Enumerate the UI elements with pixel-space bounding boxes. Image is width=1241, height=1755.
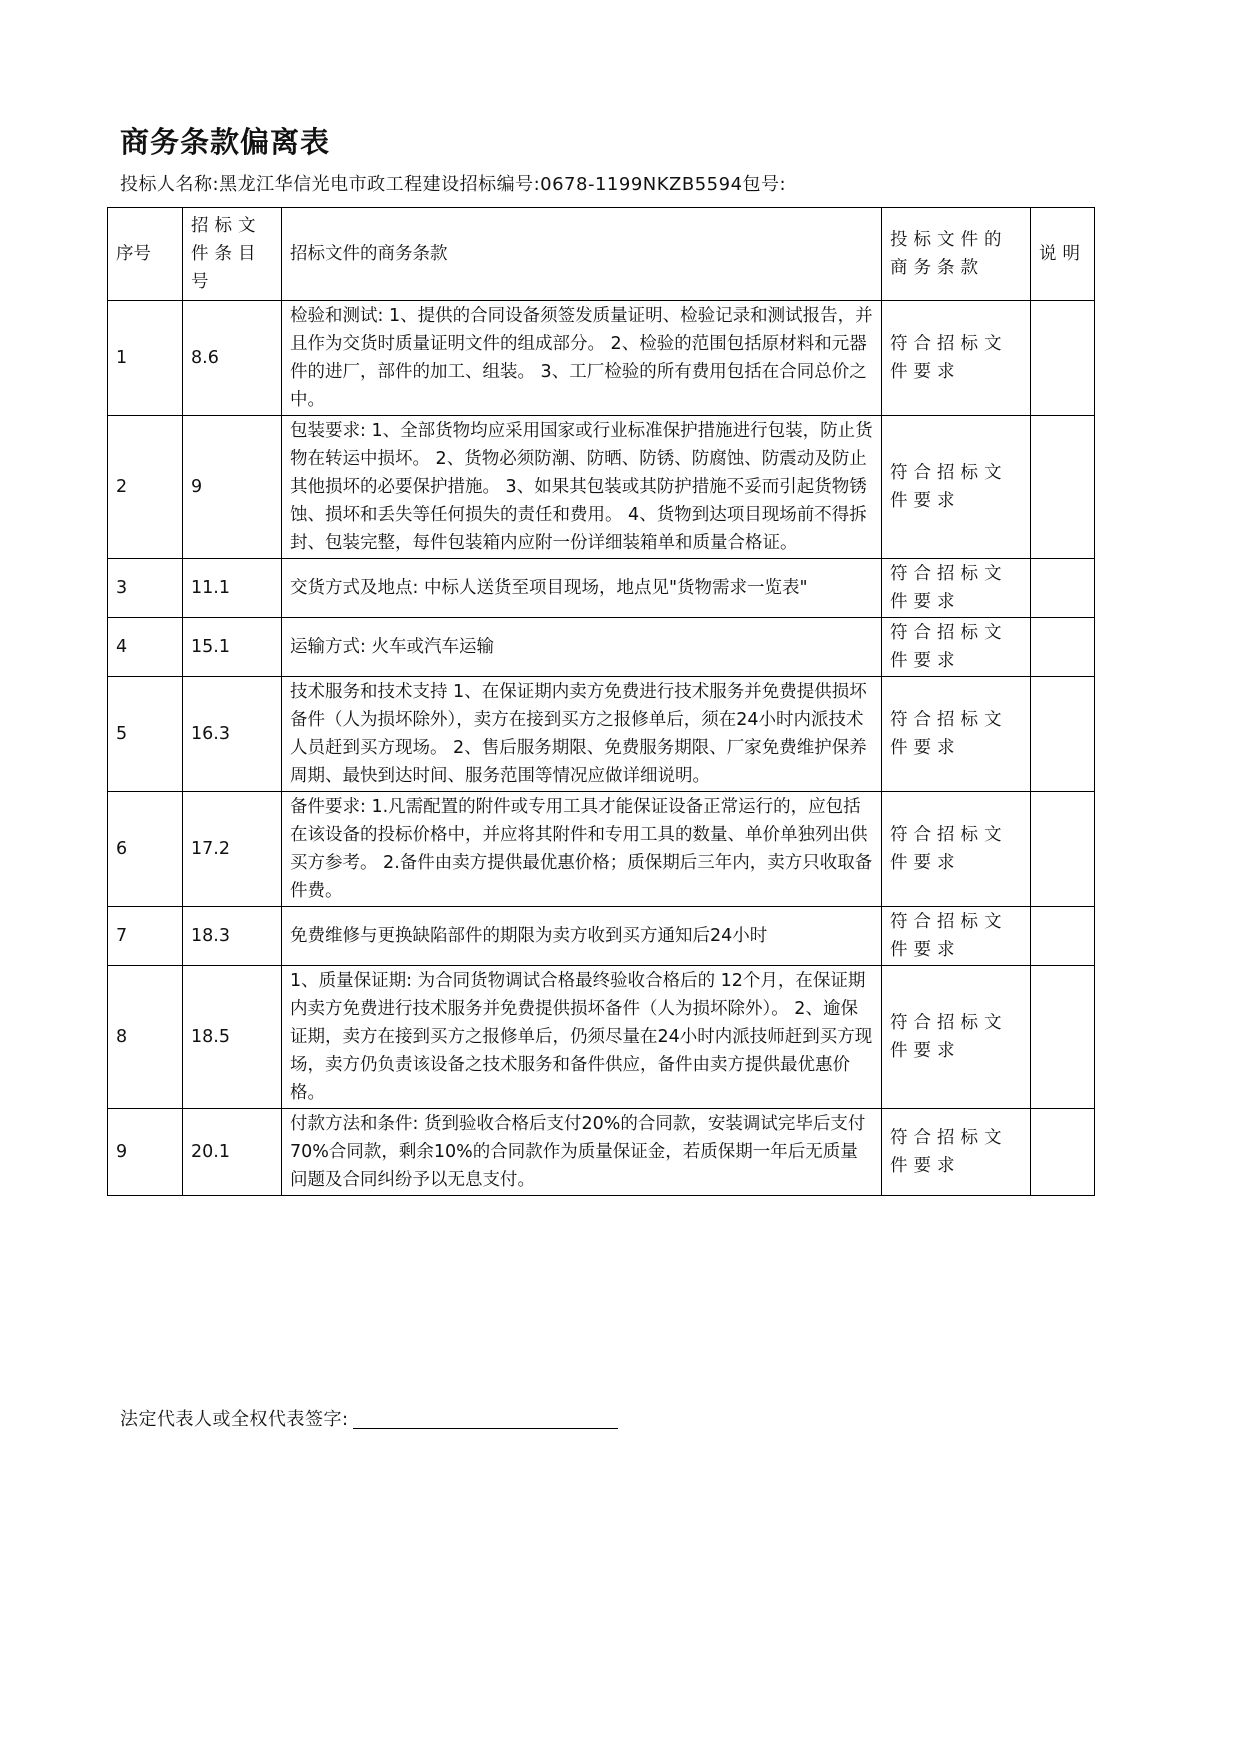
- row-item-no: 17.2: [183, 792, 282, 907]
- row-tender-terms: 交货方式及地点: 中标人送货至项目现场，地点见"货物需求一览表": [282, 559, 882, 618]
- row-item-no: 11.1: [183, 559, 282, 618]
- row-note: [1031, 792, 1095, 907]
- table-row: [108, 618, 1095, 677]
- row-note: [1031, 301, 1095, 416]
- row-item-no: 9: [183, 416, 282, 559]
- row-seq: 7: [108, 907, 183, 966]
- table-row: [108, 907, 1095, 966]
- table-row: [108, 966, 1095, 1109]
- bidder-name: 黑龙江华信光电市政工程建设: [219, 174, 460, 195]
- row-seq: 4: [108, 618, 183, 677]
- tender-no: 0678-1199NKZB5594: [540, 174, 743, 195]
- row-note: [1031, 618, 1095, 677]
- row-bid-response: 符合招标文件要求: [882, 907, 1031, 966]
- row-bid-response: 符合招标文件要求: [882, 792, 1031, 907]
- row-tender-terms: 1、质量保证期: 为合同货物调试合格最终验收合格后的 12个月，在保证期内卖方免费进行技术服务并免费提供损坏备件（人为损坏除外）。 2、逾保证期，卖方在接到买方之报修单后，仍须尽量在24小时内派技师赶到买方现场，卖方仍负责该设备之技术服务和备件供应，备件由卖方提供最优惠价格。: [282, 966, 882, 1109]
- deviation-table: [107, 207, 1095, 1196]
- row-item-no: 8.6: [183, 301, 282, 416]
- table-row: [108, 792, 1095, 907]
- row-tender-terms: 包装要求: 1、全部货物均应采用国家或行业标准保护措施进行包装，防止货物在转运中损坏。 2、货物必须防潮、防晒、防锈、防腐蚀、防震动及防止其他损坏的必要保护措施。 3、如果其包装或其防护措施不妥而引起货物锈蚀、损坏和丢失等任何损失的责任和费用。 4、货物到达项目现场前不得拆封、包装完整，每件包装箱内应附一份详细装箱单和质量合格证。: [282, 416, 882, 559]
- row-seq: 6: [108, 792, 183, 907]
- row-tender-terms: 检验和测试: 1、提供的合同设备须签发质量证明、检验记录和测试报告，并且作为交货时质量证明文件的组成部分。 2、检验的范围包括原材料和元器件的进厂，部件的加工、组装。 3、工厂检验的所有费用包括在合同总价之中。: [282, 301, 882, 416]
- bidder-info-line: [120, 170, 786, 196]
- row-item-no: 18.5: [183, 966, 282, 1109]
- table-row: [108, 1109, 1095, 1196]
- row-tender-terms: 备件要求: 1.凡需配置的附件或专用工具才能保证设备正常运行的，应包括在该设备的投标价格中，并应将其附件和专用工具的数量、单价单独列出供买方参考。 2.备件由卖方提供最优惠价格；质保期后三年内，卖方只收取备件费。: [282, 792, 882, 907]
- row-item-no: 15.1: [183, 618, 282, 677]
- row-bid-response: 符合招标文件要求: [882, 677, 1031, 792]
- row-note: [1031, 907, 1095, 966]
- row-note: [1031, 416, 1095, 559]
- row-seq: 9: [108, 1109, 183, 1196]
- row-item-no: 16.3: [183, 677, 282, 792]
- row-seq: 1: [108, 301, 183, 416]
- table-header-row: [108, 208, 1095, 301]
- header-tender-terms: 招标文件的商务条款: [282, 208, 882, 301]
- row-tender-terms: 技术服务和技术支持 1、在保证期内卖方免费进行技术服务并免费提供损坏备件（人为损坏除外），卖方在接到买方之报修单后，须在24小时内派技术人员赶到买方现场。 2、售后服务期限、免费服务期限、厂家免费维护保养周期、最快到达时间、服务范围等情况应做详细说明。: [282, 677, 882, 792]
- row-note: [1031, 677, 1095, 792]
- row-bid-response: 符合招标文件要求: [882, 618, 1031, 677]
- row-bid-response: 符合招标文件要求: [882, 559, 1031, 618]
- table-row: [108, 416, 1095, 559]
- row-tender-terms: 运输方式: 火车或汽车运输: [282, 618, 882, 677]
- row-tender-terms: 付款方法和条件: 货到验收合格后支付20%的合同款，安装调试完毕后支付70%合同款，剩余10%的合同款作为质量保证金，若质保期一年后无质量问题及合同纠纷予以无息支付。: [282, 1109, 882, 1196]
- tender-no-label: 招标编号:: [459, 174, 541, 195]
- table-row: [108, 677, 1095, 792]
- row-seq: 8: [108, 966, 183, 1109]
- row-note: [1031, 1109, 1095, 1196]
- header-seq: 序号: [108, 208, 183, 301]
- header-item-no: 招标文件条目号: [183, 208, 282, 301]
- row-note: [1031, 559, 1095, 618]
- row-seq: 2: [108, 416, 183, 559]
- signature-blank[interactable]: [353, 1410, 618, 1429]
- header-note: 说明: [1031, 208, 1095, 301]
- table-row: [108, 301, 1095, 416]
- row-bid-response: 符合招标文件要求: [882, 1109, 1031, 1196]
- row-bid-response: 符合招标文件要求: [882, 301, 1031, 416]
- row-seq: 5: [108, 677, 183, 792]
- package-label: 包号:: [742, 174, 787, 195]
- row-bid-response: 符合招标文件要求: [882, 416, 1031, 559]
- row-seq: 3: [108, 559, 183, 618]
- row-item-no: 20.1: [183, 1109, 282, 1196]
- row-item-no: 18.3: [183, 907, 282, 966]
- signature-line: [120, 1405, 618, 1431]
- signature-label: 法定代表人或全权代表签字:: [120, 1409, 349, 1430]
- page-title: 商务条款偏离表: [120, 125, 331, 159]
- row-note: [1031, 966, 1095, 1109]
- header-bid-terms: 投标文件的商务条款: [882, 208, 1031, 301]
- row-tender-terms: 免费维修与更换缺陷部件的期限为卖方收到买方通知后24小时: [282, 907, 882, 966]
- bidder-label: 投标人名称:: [120, 174, 220, 195]
- table-row: [108, 559, 1095, 618]
- row-bid-response: 符合招标文件要求: [882, 966, 1031, 1109]
